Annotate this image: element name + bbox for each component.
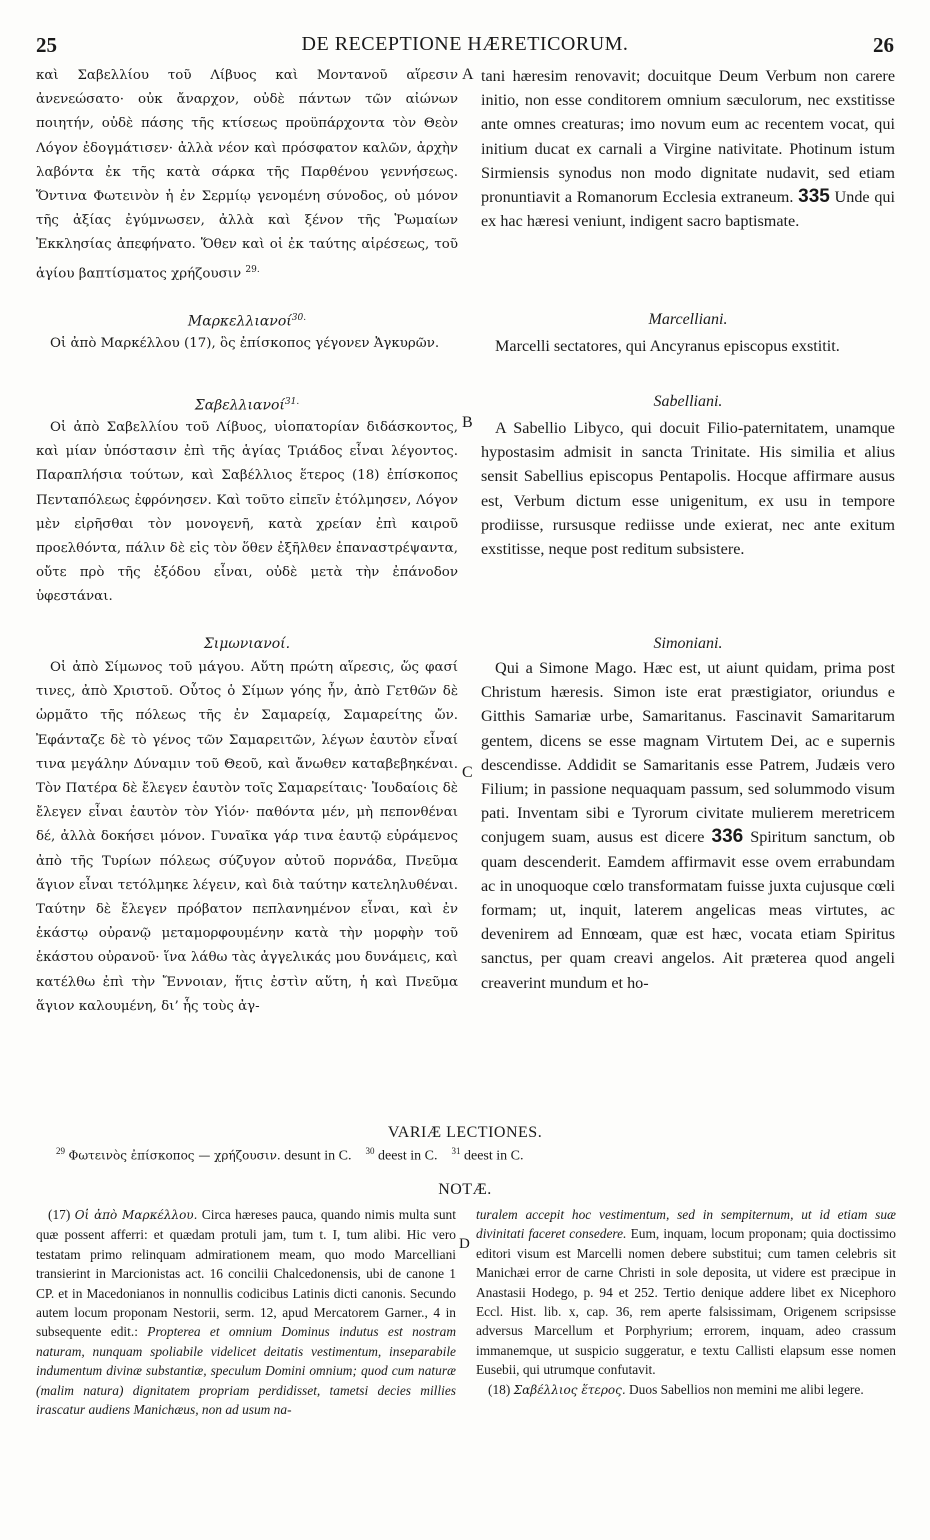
note-text: Duos Sabellios non memini me alibi legere.	[629, 1381, 864, 1397]
page-number-right: 26	[873, 33, 894, 57]
latin-heading-simoniani: Simoniani.	[653, 635, 723, 652]
latin-text: tani hæresim renovavit; docuitque Deum Verbum non carere initio, non esse conditorem omnium sæculorum, nec exstitisse ante omnes creaturas; imo novum eum ac recentem vocat, qui initium ducat ex carnali a Virgine nativitate. Photinum istum Sirmiensis synodus non modo dignitate nudavit, sed etiam pronuntiavit a Romanorum Ecclesia extraneum.	[481, 67, 895, 207]
notae-title: NOTÆ.	[438, 1181, 492, 1198]
heading-text: Μαρκελλιανοί	[187, 313, 292, 330]
greek-text: Οἱ ἀπὸ Μαρκέλλου (17), ὃς ἐπίσκοπος γέγονεν Ἀγκυρῶν.	[50, 336, 440, 351]
latin-text: A Sabellio Libyco, qui docuit Filio-paternitatem, unamque hypostasim admisit in sancta Trinitate. His similia et alius sensit Sabellius episcopus Pentapolis. Hocque affirmare ausus est, Verbum dictum esse unigenitum, ex usu in tempore prodiisse, rursusque rediisse unde exierat, nec ante exitum exstitisse, neque post reditum subsistere.	[481, 419, 895, 559]
column-number: 335	[798, 186, 830, 208]
notes-left-column	[36, 1205, 456, 1419]
greek-paragraph-simoniani	[36, 656, 458, 1019]
column-marker-a: A	[462, 66, 474, 83]
lectio-number: 29	[56, 1146, 65, 1156]
greek-paragraph-photinus	[36, 64, 458, 286]
greek-heading-simoniani: Σιμωνιανοί.	[203, 636, 291, 652]
note-ref: (17)	[48, 1207, 71, 1222]
note-ref: (18)	[488, 1381, 511, 1397]
column-number: 336	[711, 826, 744, 848]
latin-paragraph-photinus	[481, 64, 895, 233]
page-number-left: 25	[36, 33, 57, 57]
footnote-ref: 31.	[284, 397, 300, 407]
running-title: DE RECEPTIONE HÆRETICORUM.	[301, 33, 629, 55]
running-header	[36, 33, 894, 61]
lectio-number: 31	[451, 1146, 461, 1156]
variae-lectiones	[56, 1146, 876, 1165]
greek-heading-sabelliani	[36, 390, 458, 418]
latin-text: Unde qui ex hac hæresi veniunt, indigent sacro baptismate.	[481, 188, 896, 231]
lectio-greek: Φωτεινὸς ἐπίσκοπος — χρήζουσιν.	[68, 1148, 281, 1163]
footnote-ref: 29.	[245, 264, 260, 275]
latin-text: Qui a Simone Mago. Hæc est, ut aiunt quidam, prima post Christum hæresis. Simon iste erat præstigiator, oriundus e Gitthis Samariæ urbe, Samaritanus. Fascinavit Samaritarum gentem, dicens se esse magnam Virtutem Dei, ac e supernis descendisse. Addidit se Samaritanis esse Patrem, Judæis vero Filium; in passione nequaquam passum, sed solummodo visum pati. Inventam sibi e Tyrorum civitate mulierem meretricem conjugem suam, ausus est dicere	[481, 659, 895, 847]
greek-heading-marcelliani	[36, 306, 458, 334]
greek-text: Οἱ ἀπὸ Σαβελλίου τοῦ Λίβυος, υἱοπατορίαν διδάσκοντος, καὶ μίαν ὑπόστασιν ἐπὶ τῆς ἁγίας Τριάδος εἶναι λέγοντος. Παραπλήσια τούτων, καὶ Σαβέλλιος ἕτερος (18) ἐπίσκοπος Πενταπόλεως ἐφρόνησεν. Καὶ τοῦτο εἰπεῖν ἐτόλμησεν, Λόγον μὲν εἰρῆσθαι τὸν μονογενῆ, κατὰ χρείαν ἐπὶ καιροῦ προελθόντα, πάλιν δὲ εἰς τὸν ὅθεν ἐξῆλθεν ἐπαναστρέψαντα, οὔτε πρὸ τῆς ἐξόδου εἶναι, οὐδὲ μετὰ τὴν ἐπάνοδον ὑφεστάναι.	[36, 420, 458, 605]
lectio-number: 30	[365, 1146, 375, 1156]
lectio-text: deest in C.	[377, 1148, 438, 1164]
latin-paragraph-marcelliani	[481, 334, 895, 358]
latin-text: Marcelli sectatores, qui Ancyranus episcopus exstitit.	[495, 337, 840, 355]
column-marker-b: B	[462, 414, 473, 431]
note-lemma: Οἱ ἀπὸ Μαρκέλλου.	[74, 1208, 198, 1222]
heading-text: Σαβελλιανοί	[194, 397, 285, 414]
variae-lectiones-title: VARIÆ LECTIONES.	[387, 1124, 543, 1141]
note-text: Circa hæreses pauca, quando nimis multa sunt quæ possent afferri: et quædam protuli jam, tum t. I, tum alibi. Hic vero testatam primo relinquam admirationem meam, quo modo Marcelliani transierint in Marcionistas act. 16 concilii Chalcedonensis, ubi de canone 1 CP. et in Macedonianos in nonnullis codicibus Latinis dicti canonis. Secundo autem locum proponam Nestorii, serm. 12, apud Mercatorem Garner., 4 in subsequente edit.:	[36, 1207, 456, 1340]
latin-text: Spiritum sanctum, ob quam descenderit. Eamdem affirmavit esse ovem errabundam ac in unoquoque cœlo transformatam fuisse juxta cujusque cœli formam; ut, inquit, laterem angelicas meas virtutes, ac devenirem ad Ennœam, quæ est hæc, vocata etiam Spiritus sanctus, per quam creavi angelos. Ait præterea quod angeli creaverint mundum et ho-	[481, 828, 896, 992]
latin-paragraph-simoniani	[481, 656, 895, 995]
greek-paragraph-sabelliani	[36, 416, 458, 610]
column-marker-c: C	[462, 764, 473, 781]
note-lemma: Σαβέλλιος ἕτερος.	[513, 1382, 626, 1397]
lectio-text: desunt in C.	[284, 1148, 352, 1164]
latin-heading-marcelliani: Marcelliani.	[648, 311, 728, 328]
latin-paragraph-sabelliani	[481, 416, 895, 561]
lectio-text: deest in C.	[463, 1148, 524, 1164]
latin-heading-sabelliani: Sabelliani.	[653, 393, 723, 410]
notes-right-column	[476, 1205, 896, 1400]
column-marker-d: D	[459, 1236, 470, 1252]
note-quote: Propterea et omnium Dominus indutus est nostram naturam, nunquam spoliabile videlicet deitatis vestimentum, inseparabile indumentum divinæ substantiæ, speculum Domini omnium; quod cum naturæ (malim natura) dignitatem propriam perdidisset, tametsi decies millies irascatur audiens Manichæus, non ad usum na-	[36, 1324, 456, 1418]
note-quote: turalem accepit hoc vestimentum, sed in sempiternum, ut id etiam suæ divinitati faceret consedere.	[476, 1207, 896, 1242]
greek-paragraph-marcelliani	[36, 332, 458, 356]
footnote-ref: 30.	[291, 313, 307, 323]
note-text: Eum, inquam, locum proponam; quia doctissimo editori visum est Marcelli nomen debere substitui; cum tamen celebris sit Manichæi error de carne Christi in sole deposita, ut videre est præcipue in Anastasii Hodego, p. 94 et 252. Tertio denique addere libet ex Nicephoro Eccl. Hist. lib. x, cap. 36, rem aperte falsissimam, Origenem scripsisse adversus Marcellum et Porphyrium; errorem, inquam, adeo crassum immanemque, ut suspicio suggeratur, e textu Callisti elapsum esse nomen Eusebii, qui utrumque confutavit.	[476, 1226, 896, 1378]
greek-text: καὶ Σαβελλίου τοῦ Λίβυος καὶ Μοντανοῦ αἵρεσιν ἀνενεώσατο· οὐκ ἄναρχον, οὐδὲ πάντων τῶν αἰώνων ποιητήν, οὐδὲ πάσης τῆς κτίσεως προϋπάρχοντα τὸν Θεὸν Λόγον ἐδογμάτισεν· ἀλλὰ νέον καὶ πρόσφατον καλῶν, ἀρχὴν λαβόντα ἐκ τῆς κατὰ σάρκα τῆς Παρθένου γεννήσεως. Ὅντινα Φωτεινὸν ἡ ἐν Σερμίῳ γενομένη σύνοδος, οὐ μόνον τῆς ἀξίας ἐγύμνωσεν, ἀλλὰ καὶ ξένον τῆς Ῥωμαίων Ἐκκλησίας ἀπεφήνατο. Ὅθεν καὶ οἱ ἐκ ταύτης αἱρέσεως, τοῦ ἁγίου βαπτίσματος χρήζουσιν	[36, 68, 458, 282]
greek-text: Οἱ ἀπὸ Σίμωνος τοῦ μάγου. Αὕτη πρώτη αἵρεσις, ὥς φασί τινες, ἀπὸ Χριστοῦ. Οὗτος ὁ Σίμων γόης ἦν, ἀπὸ Γετθῶν δὲ ὡρμᾶτο τῆς πόλεως τῆς ἐν Σαμαρείᾳ, Σαμαρείτης ὤν. Ἐφάνταζε δὲ τὸ γένος τῶν Σαμαρειτῶν, λέγων ἑαυτὸν εἶναί τινα μεγάλην Δύναμιν τοῦ Θεοῦ, καὶ ἄνωθεν καταβεβηκέναι. Τὸν Πατέρα δὲ ἔλεγεν ἑαυτὸν τοῖς Σαμαρείταις· Ἰουδαίοις δὲ ἔλεγεν εἶναι ἑαυτὸν τὸν Υἱόν· παθόντα μέν, μὴ πεπονθέναι δέ, ἀλλὰ δοκήσει μόνον. Γυναῖκα γάρ τινα ἑαυτῷ εὑράμενος ἀπὸ τῆς Τυρίων πόλεως σύζυγον αὐτοῦ πορνάδα, Πνεῦμα ἅγιον εἶναι τετόλμηκε λέγειν, καὶ διὰ ταύτην κατεληλυθέναι. Ταύτην δὲ ἔλεγεν πρόβατον πεπλανημένον εἶναι, καὶ ἐν ἑκάστῳ οὐρανῷ μεταμορφουμένην κατὰ τὴν μορφὴν τοῦ ἑκάστου οὐρανοῦ· ἵνα λάθω τὰς ἀγγελικάς μου δυνάμεις, καὶ κατέλθω ἐπὶ τὴν Ἔννοιαν, ἥτις ἐστὶν αὕτη, ἡ καὶ Πνεῦμα ἅγιον καλουμένη, δι’ ἧς τοὺς ἀγ-	[36, 660, 458, 1014]
